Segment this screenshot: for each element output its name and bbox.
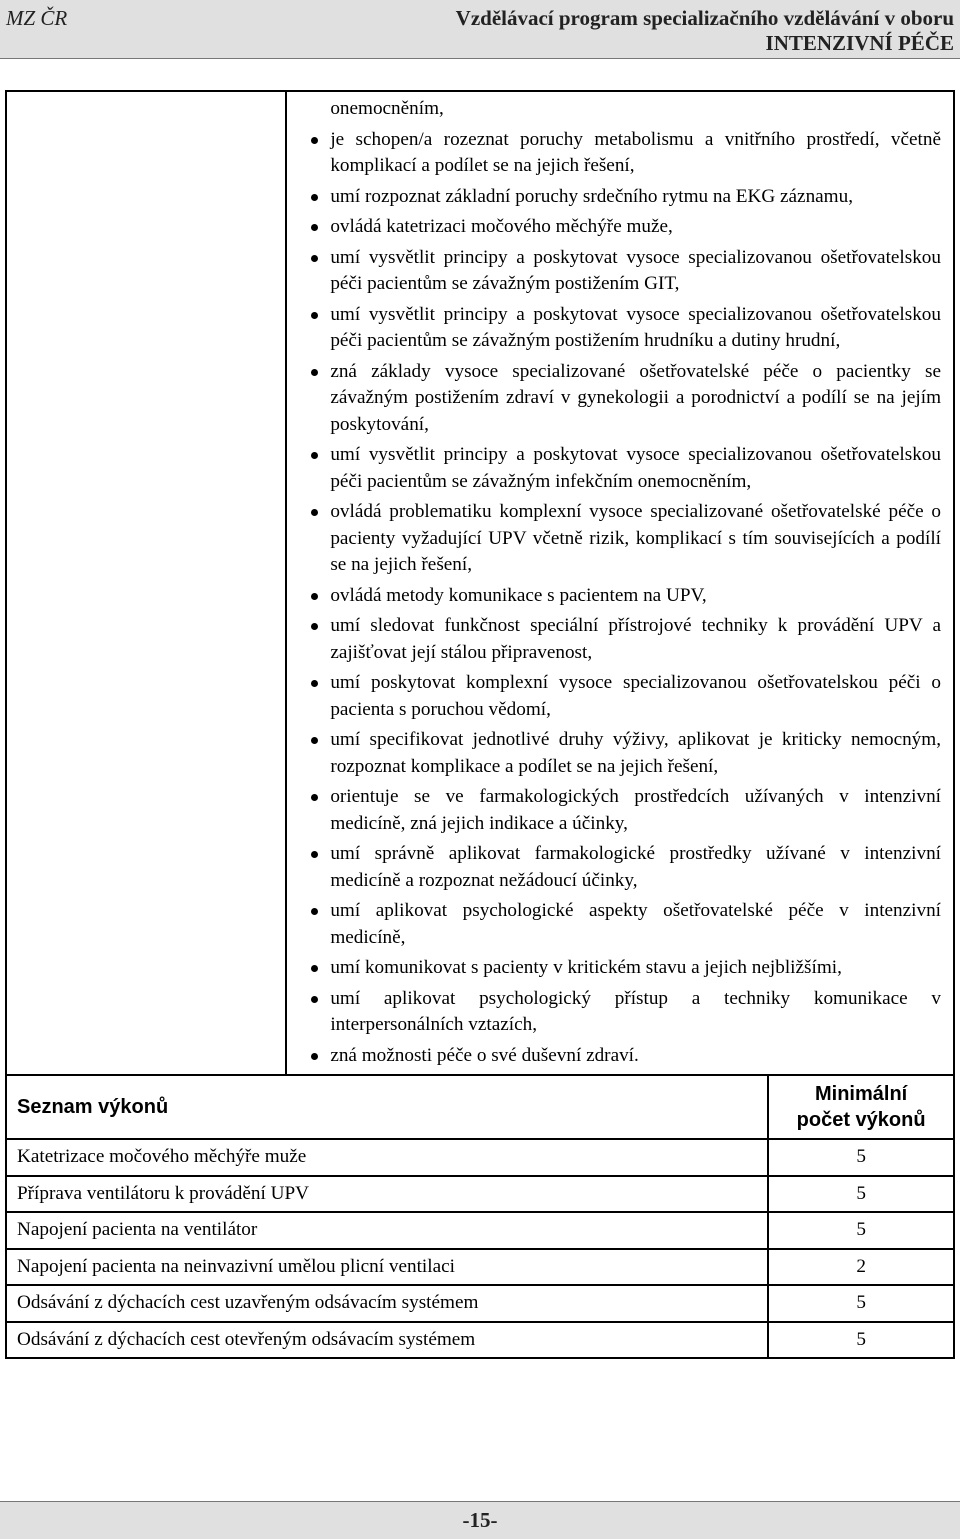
- procedure-row: [6, 1176, 954, 1213]
- procedure-name: Odsávání z dýchacích cest uzavřeným odsávacím systémem: [6, 1285, 768, 1322]
- procedure-name: Odsávání z dýchacích cest otevřeným odsávacím systémem: [6, 1322, 768, 1359]
- header-program-title: [456, 6, 954, 56]
- procedure-row: [6, 1322, 954, 1359]
- page-header: [0, 0, 960, 59]
- main-table: [5, 90, 955, 1359]
- procedure-count: 5: [768, 1322, 954, 1359]
- procedure-row: [6, 1139, 954, 1176]
- header-ministry: MZ ČR: [6, 6, 68, 30]
- competency-list: [310, 127, 941, 1070]
- competency-item: orientuje se ve farmakologických prostředcích užívaných v intenzivní medicíně, zná jejich indikace a účinky,: [310, 784, 941, 837]
- minimum-count-heading: [768, 1075, 954, 1139]
- competency-item: ovládá problematiku komplexní vysoce specializované ošetřovatelské péče o pacienty vyžadující UPV včetně rizik, komplikací s tím souvisejících a podílí se na jejich řešení,: [310, 499, 941, 579]
- competency-item: zná možnosti péče o své duševní zdraví.: [310, 1043, 941, 1070]
- procedure-row: [6, 1285, 954, 1322]
- procedures-list-heading: [6, 1075, 768, 1139]
- competency-item: umí správně aplikovat farmakologické prostředky užívané v intenzivní medicíně a rozpoznat nežádoucí účinky,: [310, 841, 941, 894]
- procedure-count: 5: [768, 1176, 954, 1213]
- competency-item: umí aplikovat psychologický přístup a techniky komunikace v interpersonálních vztazích,: [310, 986, 941, 1039]
- page-number: -15-: [462, 1508, 498, 1532]
- competency-item: umí poskytovat komplexní vysoce specializovanou ošetřovatelskou péči o pacienta s poruchou vědomí,: [310, 670, 941, 723]
- header-title-line2: INTENZIVNÍ PÉČE: [765, 31, 954, 55]
- competency-continuation: onemocněním,: [330, 98, 444, 119]
- minimum-count-heading-line1: Minimální: [814, 1083, 908, 1105]
- procedure-count: 2: [768, 1249, 954, 1286]
- competencies-cell: [286, 91, 954, 1075]
- procedure-name: Katetrizace močového měchýře muže: [6, 1139, 768, 1176]
- competencies-row: [6, 91, 954, 1075]
- procedure-count: 5: [768, 1139, 954, 1176]
- competency-item: umí vysvětlit principy a poskytovat vysoce specializovanou ošetřovatelskou péči pacientům se závažným infekčním onemocněním,: [310, 442, 941, 495]
- procedures-header-row: [6, 1075, 954, 1139]
- competency-item: zná základy vysoce specializované ošetřovatelské péče o pacientky se závažným postižením zdraví v gynekologii a porodnictví a podílí se na jejím poskytování,: [310, 359, 941, 439]
- procedure-row: [6, 1249, 954, 1286]
- procedure-count: 5: [768, 1212, 954, 1249]
- competency-item: umí rozpoznat základní poruchy srdečního rytmu na EKG záznamu,: [310, 184, 941, 211]
- competency-item: umí vysvětlit principy a poskytovat vysoce specializovanou ošetřovatelskou péči pacientům se závažným postižením GIT,: [310, 245, 941, 298]
- competency-item: ovládá metody komunikace s pacientem na UPV,: [310, 583, 941, 610]
- competency-item: umí vysvětlit principy a poskytovat vysoce specializovanou ošetřovatelskou péči pacientům se závažným postižením hrudníku a dutiny hrudní,: [310, 302, 941, 355]
- empty-left-cell: [6, 91, 286, 1075]
- competency-item: umí aplikovat psychologické aspekty ošetřovatelské péče v intenzivní medicíně,: [310, 898, 941, 951]
- header-title-line1: Vzdělávací program specializačního vzdělávání v oboru: [455, 6, 954, 30]
- procedures-list-heading-text: Seznam výkonů: [17, 1095, 169, 1118]
- competency-item: umí komunikovat s pacienty v kritickém stavu a jejich nejbližšími,: [310, 955, 941, 982]
- procedure-count: 5: [768, 1285, 954, 1322]
- procedure-name: Napojení pacienta na ventilátor: [6, 1212, 768, 1249]
- competency-item: je schopen/a rozeznat poruchy metabolismu a vnitřního prostředí, včetně komplikací a podílet se na jejich řešení,: [310, 127, 941, 180]
- procedure-name: Příprava ventilátoru k provádění UPV: [6, 1176, 768, 1213]
- page-footer: [0, 1501, 960, 1539]
- procedure-name: Napojení pacienta na neinvazivní umělou plicní ventilaci: [6, 1249, 768, 1286]
- competency-item: umí sledovat funkčnost speciální přístrojové techniky k provádění UPV a zajišťovat její stálou připravenost,: [310, 613, 941, 666]
- minimum-count-heading-line2: počet výkonů: [796, 1109, 926, 1131]
- competency-item: umí specifikovat jednotlivé druhy výživy, aplikovat je kriticky nemocným, rozpoznat komplikace a podílet se na jejich řešení,: [310, 727, 941, 780]
- procedure-row: [6, 1212, 954, 1249]
- competency-item: ovládá katetrizaci močového měchýře muže,: [310, 214, 941, 241]
